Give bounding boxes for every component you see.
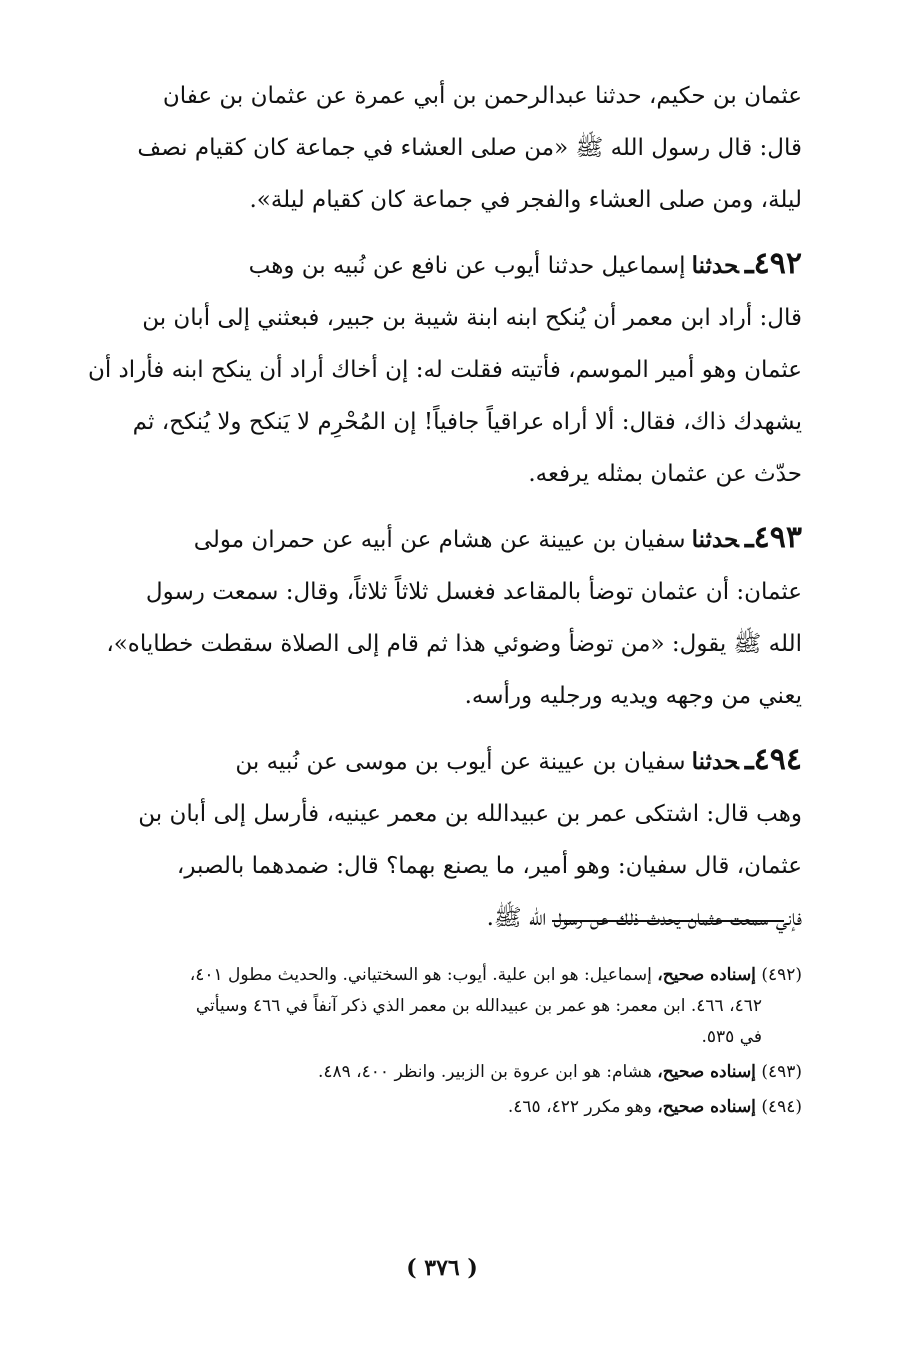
text-line: قال: أراد ابن معمر أن يُنكح ابنه ابنة شيبة بن جبير، فبعثني إلى أبان بن (142, 305, 802, 331)
text-line: الله ﷺ يقول: «من توضأ وضوئي هذا ثم قام إلى الصلاة سقطت خطاياه»، (106, 631, 802, 657)
footnote-ref: (٤٩٣) (761, 1062, 802, 1082)
footnote-line: في ٥٣٥. (701, 1027, 762, 1047)
text-line: يشهدك ذاك، فقال: ألا أراه عراقياً جافياً! إن المُحْرِم لا يَنكح ولا يُنكح، ثم (132, 409, 802, 435)
footnotes (80, 960, 802, 1127)
hadith-text: سفيان بن عيينة عن هشام عن أبيه عن حمران مولى (193, 527, 686, 553)
text-line: عثمان بن حكيم، حدثنا عبدالرحمن بن أبي عمرة عن عثمان بن عفان (162, 83, 802, 109)
footnote-line: ٤٦٢، ٤٦٦. ابن معمر: هو عمر بن عبيدالله بن معمر الذي ذكر آنفاً في ٤٦٦ وسيأتي (195, 996, 762, 1016)
hadith-text: سفيان بن عيينة عن أيوب بن موسى عن نُبيه بن (235, 749, 686, 775)
text-line: عثمان، قال سفيان: وهو أمير، ما يصنع بهما؟ قال: ضمدهما بالصبر، (176, 853, 802, 879)
footnote-label: إسناده صحيح، (657, 965, 756, 985)
text-line: حدّث عن عثمان بمثله يرفعه. (528, 461, 802, 487)
footnote-494 (80, 1092, 802, 1123)
intro-paragraph (80, 70, 802, 226)
hadith-first-line (80, 734, 802, 788)
footnote-text: هشام: هو ابن عروة بن الزبير. وانظر ٤٠٠، ٤٨٩. (317, 1062, 652, 1082)
text-line: فإني سمعت عثمان يحدث ذلك عن رسول الله ﷺ. (486, 905, 802, 931)
footnote-493 (80, 1057, 802, 1088)
hadith-first-line (80, 238, 802, 292)
footnote-first-line (80, 1092, 802, 1123)
text-line: عثمان: أن عثمان توضأ بالمقاعد فغسل ثلاثاً ثلاثاً، وقال: سمعت رسول (145, 579, 802, 605)
footnote-label: إسناده صحيح، (657, 1062, 756, 1082)
hadith-494 (80, 734, 802, 944)
footnote-492 (80, 960, 802, 1053)
hadith-492 (80, 238, 802, 500)
page-number: ( ٣٧٦ ) (406, 1255, 478, 1281)
narrated-word: حدثنا (691, 252, 739, 279)
hadith-493 (80, 512, 802, 722)
main-text (80, 70, 802, 944)
footnote-first-line (80, 1057, 802, 1088)
footnote-text: وهو مكرر ٤٢٢، ٤٦٥. (507, 1097, 652, 1117)
text-line: عثمان وهو أمير الموسم، فأتيته فقلت له: إن أخاك أراد أن ينكح ابنه فأراد أن (87, 357, 802, 383)
hadith-number: ٤٩٤ـ (744, 742, 802, 777)
footnote-separator (552, 920, 784, 922)
footnote-ref: (٤٩٢) (761, 965, 802, 985)
footnote-ref: (٤٩٤) (761, 1097, 802, 1117)
text-line: يعني من وجهه ويديه ورجليه ورأسه. (464, 683, 802, 709)
narrated-word: حدثنا (691, 526, 739, 553)
footnote-label: إسناده صحيح، (657, 1097, 756, 1117)
text-line: وهب قال: اشتكى عمر بن عبيدالله بن معمر عينيه، فأرسل إلى أبان بن (138, 801, 802, 827)
hadith-text: إسماعيل حدثنا أيوب عن نافع عن نُبيه بن وهب (248, 253, 686, 279)
hadith-number: ٤٩٣ـ (744, 520, 802, 555)
text-line: قال: قال رسول الله ﷺ «من صلى العشاء في جماعة كان كقيام نصف (137, 135, 802, 161)
footnote-text: إسماعيل: هو ابن علية. أيوب: هو السختياني. والحديث مطول ٤٠١، (189, 965, 652, 985)
hadith-number: ٤٩٢ـ (744, 246, 802, 281)
footnote-first-line (80, 960, 802, 991)
narrated-word: حدثنا (691, 748, 739, 775)
page-body (80, 70, 802, 956)
text-line: ليلة، ومن صلى العشاء والفجر في جماعة كان كقيام ليلة». (249, 187, 802, 213)
hadith-first-line (80, 512, 802, 566)
